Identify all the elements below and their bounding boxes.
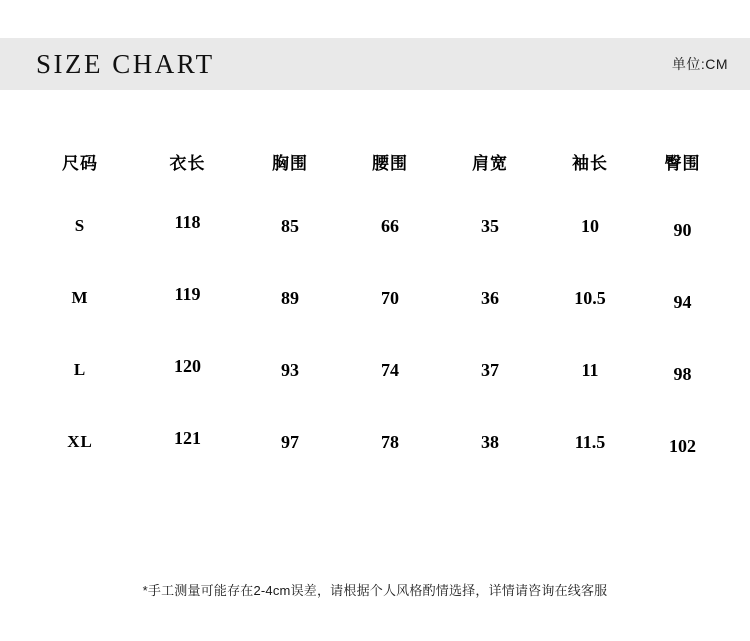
column-header-bust: 胸围 bbox=[272, 153, 308, 173]
cell-shoulder: 36 bbox=[481, 287, 499, 308]
column-header-hip: 臀围 bbox=[664, 153, 701, 173]
table-header bbox=[25, 132, 725, 190]
table-header-row bbox=[25, 132, 725, 190]
cell-length-value: 119 bbox=[174, 283, 201, 304]
cell-length-value: 121 bbox=[174, 427, 201, 448]
cell-size: M bbox=[71, 288, 89, 307]
column-header-shoulder: 肩宽 bbox=[472, 153, 508, 173]
cell-bust: 93 bbox=[281, 359, 299, 380]
cell-hip bbox=[640, 406, 725, 478]
size-table-container bbox=[0, 132, 750, 478]
table-row bbox=[25, 262, 725, 334]
cell-sleeve: 10 bbox=[581, 215, 599, 236]
cell-hip bbox=[640, 262, 725, 334]
cell-hip-value: 102 bbox=[669, 435, 696, 456]
table-row bbox=[25, 406, 725, 478]
table-row bbox=[25, 190, 725, 262]
cell-length bbox=[135, 190, 240, 262]
cell-sleeve: 10.5 bbox=[574, 287, 606, 308]
cell-waist: 78 bbox=[381, 431, 399, 452]
header-band bbox=[0, 38, 750, 90]
cell-length bbox=[135, 406, 240, 478]
cell-bust: 89 bbox=[281, 287, 299, 308]
cell-size: L bbox=[73, 360, 87, 379]
table-row bbox=[25, 334, 725, 406]
cell-waist: 74 bbox=[381, 359, 399, 380]
cell-shoulder: 37 bbox=[481, 359, 499, 380]
cell-hip-value: 94 bbox=[673, 291, 692, 312]
page-title: SIZE CHART bbox=[36, 48, 215, 79]
cell-length bbox=[135, 262, 240, 334]
cell-shoulder: 35 bbox=[481, 215, 499, 236]
cell-hip-value: 98 bbox=[673, 363, 692, 384]
cell-hip-value: 90 bbox=[673, 219, 692, 240]
cell-bust: 97 bbox=[281, 431, 299, 452]
cell-waist: 66 bbox=[381, 215, 399, 236]
cell-length bbox=[135, 334, 240, 406]
size-table bbox=[25, 132, 725, 478]
cell-length-value: 118 bbox=[174, 211, 201, 232]
cell-size: XL bbox=[67, 432, 93, 451]
cell-hip bbox=[640, 190, 725, 262]
cell-sleeve: 11 bbox=[581, 359, 599, 380]
column-header-waist: 腰围 bbox=[372, 153, 408, 173]
cell-size: S bbox=[74, 216, 86, 235]
column-header-length: 衣长 bbox=[169, 153, 206, 173]
column-header-size: 尺码 bbox=[62, 153, 98, 173]
cell-bust: 85 bbox=[281, 215, 299, 236]
unit-label: 单位:CM bbox=[671, 56, 728, 72]
table-body bbox=[25, 190, 725, 478]
measurement-disclaimer: *手工测量可能存在2-4cm误差，请根据个人风格酌情选择，详情请咨询在线客服 bbox=[142, 583, 608, 598]
cell-length-value: 120 bbox=[174, 355, 201, 376]
cell-shoulder: 38 bbox=[481, 431, 499, 452]
cell-hip bbox=[640, 334, 725, 406]
cell-waist: 70 bbox=[381, 287, 399, 308]
column-header-sleeve: 袖长 bbox=[572, 153, 608, 173]
cell-sleeve: 11.5 bbox=[574, 431, 606, 452]
